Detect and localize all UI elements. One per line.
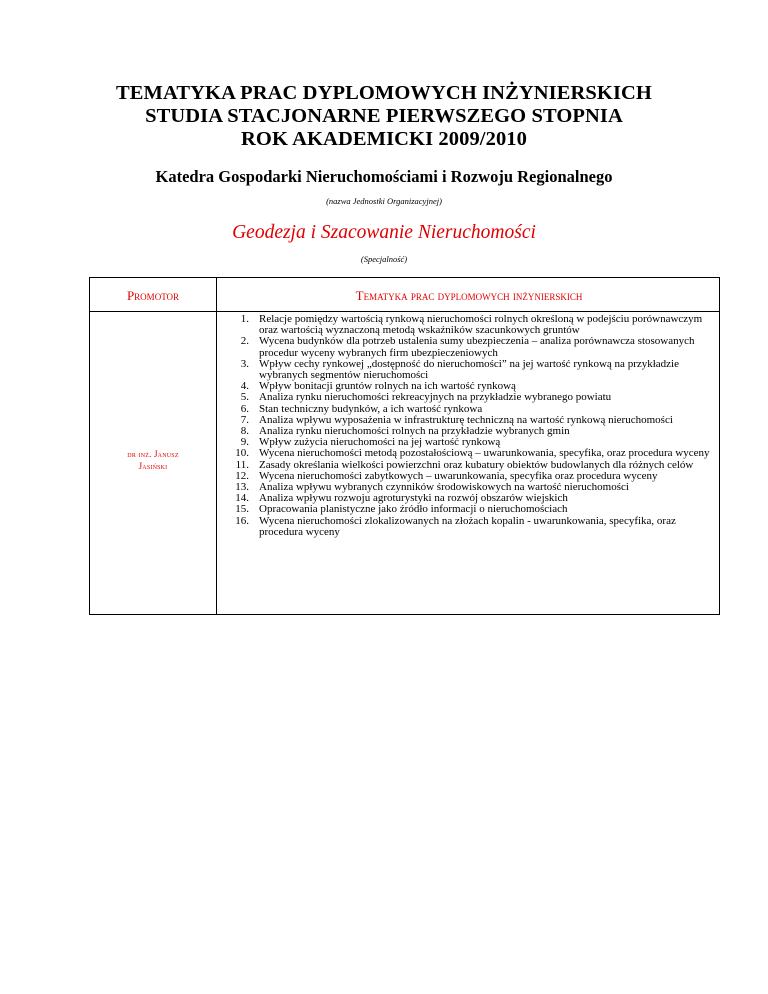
topic-number	[217, 381, 256, 392]
topic-text: Wpływ zużycia nieruchomości na jej wartość rynkową	[259, 436, 501, 449]
topic-item	[217, 336, 717, 358]
department-note: (nazwa Jednostki Organizacyjnej)	[326, 196, 442, 206]
header-row-divider	[90, 311, 719, 312]
topics-column-header: Tematyka prac dyplomowych inżynierskich	[355, 288, 583, 303]
topic-number-label: 16.	[235, 514, 249, 527]
promoter-column-header: Promotor	[126, 288, 180, 303]
topic-item	[217, 504, 717, 515]
topic-number-label: 9.	[240, 436, 249, 449]
topics-table	[89, 277, 720, 615]
topic-item	[217, 359, 717, 381]
topic-number-label: 10.	[235, 447, 249, 460]
topic-number	[217, 426, 256, 437]
topic-number-label: 11.	[235, 458, 249, 471]
promoter-line-2: Jasiński	[138, 461, 168, 471]
topic-number-label: 3.	[240, 357, 249, 370]
topic-number-label: 1.	[240, 313, 249, 325]
topic-number	[217, 516, 256, 538]
topic-item	[217, 392, 717, 403]
topic-text: Analiza rynku nieruchomości rekreacyjnych na przykładzie wybranego powiatu	[259, 391, 612, 404]
title-line-3: ROK AKADEMICKI 2009/2010	[241, 128, 527, 150]
topic-number	[217, 392, 256, 403]
department-name: Katedra Gospodarki Nieruchomościami i Rozwoju Regionalnego	[155, 167, 613, 186]
topic-text: Analiza wpływu rozwoju agroturystyki na rozwój obszarów wiejskich	[259, 492, 568, 505]
topic-text: Wycena budynków dla potrzeb ustalenia sumy ubezpieczenia – analiza porównawcza stosowanych procedur wyceny wybranych firm ubezpieczeniowych	[259, 335, 695, 359]
topic-text: Wycena nieruchomości zabytkowych – uwarunkowania, specyfika oraz procedura wyceny	[259, 469, 658, 482]
topic-number-label: 5.	[240, 391, 249, 404]
topic-text: Wycena nieruchomości metodą pozostałościową – uwarunkowania, specyfika, oraz procedura wyceny	[259, 447, 710, 460]
topic-number	[217, 336, 256, 358]
topic-number-label: 13.	[235, 481, 249, 494]
topic-number	[217, 504, 256, 515]
topic-number-label: 7.	[240, 413, 249, 426]
specialty-name: Geodezja i Szacowanie Nieruchomości	[232, 222, 536, 243]
title-line-1: TEMATYKA PRAC DYPLOMOWYCH INŻYNIERSKICH	[116, 82, 652, 104]
topic-text: Wpływ cechy rynkowej „dostępność do nieruchomości” na jej wartość rynkową na przykładzie wybranych segmentów nieruchomości	[259, 357, 679, 382]
topic-number-label: 15.	[235, 503, 249, 516]
topic-text: Wycena nieruchomości zlokalizowanych na złożach kopalin - uwarunkowania, specyfika, oraz procedura wyceny	[259, 514, 676, 538]
topic-item	[217, 516, 717, 538]
topics-list	[217, 314, 717, 538]
promoter-line-1: dr inż. Janusz	[127, 449, 179, 459]
topic-number-label: 2.	[240, 335, 249, 348]
topic-text: Analiza wpływu wyposażenia w infrastrukturę techniczną na wartość rynkową nieruchomości	[259, 413, 673, 426]
topic-text: Zasady określania wielkości powierzchni oraz kubatury obiektów budowlanych dla różnych celów	[259, 458, 694, 471]
topic-item	[217, 314, 717, 336]
topic-item	[217, 448, 717, 459]
topic-number-label: 4.	[240, 380, 249, 393]
title-line-2: STUDIA STACJONARNE PIERWSZEGO STOPNIA	[145, 105, 623, 127]
topic-number	[217, 404, 256, 415]
topic-text: Opracowania planistyczne jako źródło informacji o nieruchomościach	[259, 503, 568, 516]
topic-number	[217, 448, 256, 459]
topic-text: Analiza wpływu wybranych czynników środowiskowych na wartość nieruchomości	[259, 481, 629, 494]
specialty-note: (Specjalność)	[360, 254, 408, 264]
topic-number	[217, 415, 256, 426]
topic-text: Wpływ bonitacji gruntów rolnych na ich wartość rynkową	[259, 380, 516, 393]
topic-number-label: 12.	[235, 469, 249, 482]
topic-text: Relacje pomiędzy wartością rynkową nieruchomości rolnych określoną w podejściu porównawczym oraz wartością wyznaczoną metodą wskaźników szacunkowych gruntów	[259, 313, 703, 337]
promoter-name	[90, 448, 216, 472]
topic-text: Stan techniczny budynków, a ich wartość rynkowa	[259, 402, 483, 415]
topic-number	[217, 359, 256, 381]
topic-text: Analiza rynku nieruchomości rolnych na przykładzie wybranych gmin	[259, 425, 570, 438]
topic-number-label: 8.	[240, 425, 249, 438]
topic-number-label: 6.	[240, 402, 249, 415]
document-header	[0, 82, 768, 265]
topic-number	[217, 314, 256, 336]
topic-number-label: 14.	[235, 492, 249, 505]
